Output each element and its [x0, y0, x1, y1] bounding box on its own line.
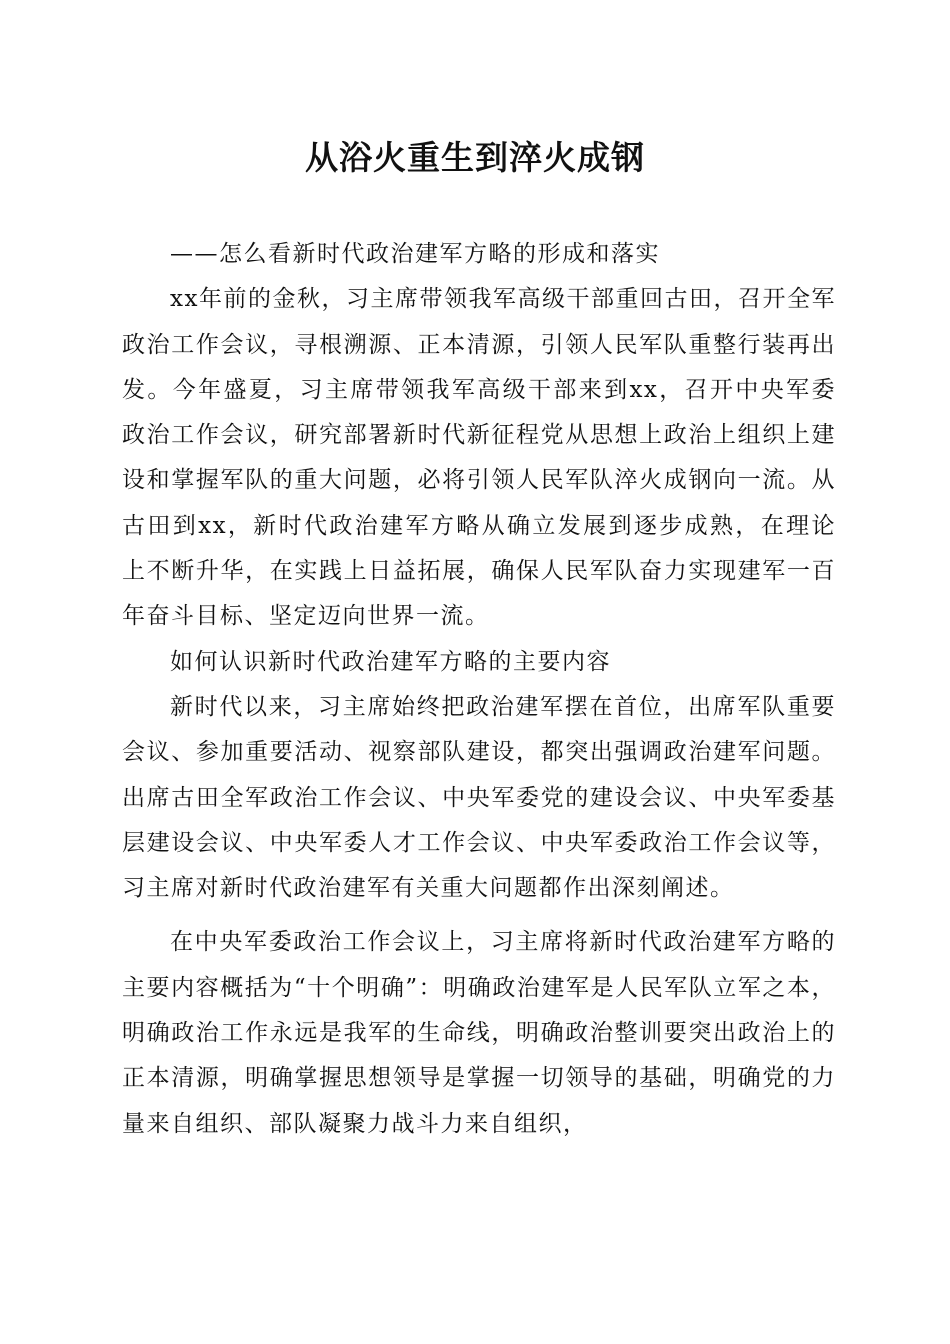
document-body	[122, 232, 836, 1147]
document-title: 从浴火重生到淬火成钢	[305, 138, 645, 177]
paragraph-ten-clarities: 在中央军委政治工作会议上，习主席将新时代政治建军方略的主要内容概括为“十个明确”：明确政治建军是人民军队立军之本，明确政治工作永远是我军的生命线，明确政治整训要突出政治上的正本清源，明确掌握思想领导是掌握一切领导的基础，明确党的力量来自组织、部队凝聚力战斗力来自组织，	[122, 929, 836, 1137]
paragraph-intro: xx年前的金秋，习主席带领我军高级干部重回古田，召开全军政治工作会议，寻根溯源、正本清源，引领人民军队重整行装再出发。今年盛夏，习主席带领我军高级干部来到xx，召开中央军委政治工作会议，研究部署新时代新征程党从思想上政治上组织上建设和掌握军队的重大问题，必将引领人民军队淬火成钢向一流。从古田到xx，新时代政治建军方略从确立发展到逐步成熟，在理论上不断升华，在实践上日益拓展，确保人民军队奋力实现建军一百年奋斗目标、坚定迈向世界一流。	[122, 286, 836, 630]
document-subtitle: ——怎么看新时代政治建军方略的形成和落实	[170, 241, 660, 267]
paragraph-new-era: 新时代以来，习主席始终把政治建军摆在首位，出席军队重要会议、参加重要活动、视察部队建设，都突出强调政治建军问题。出席古田全军政治工作会议、中央军委党的建设会议、中央军委基层建设会议、中央军委人才工作会议、中央军委政治工作会议等，习主席对新时代政治建军有关重大问题都作出深刻阐述。	[122, 693, 836, 902]
section-heading: 如何认识新时代政治建军方略的主要内容	[170, 648, 611, 675]
